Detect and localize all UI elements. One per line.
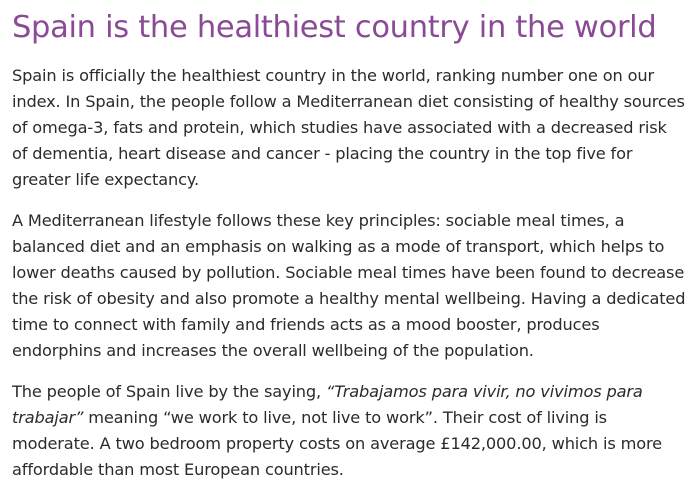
article [12,0,686,483]
paragraph-healthiest: Spain is officially the healthiest country in the world, ranking number one on our index. In Spain, the people follow a Mediterranean diet consisting of healthy sources of omega-3, fats and protein, which studies have associated with a decreased risk of dementia, heart disease and cancer - placing the country in the top five for greater life expectancy. [12,66,685,189]
article-title: Spain is the healthiest country in the world [12,10,657,45]
paragraph-saying [12,379,686,483]
saying-rest: meaning “we work to live, not live to work”. Their cost of living is moderate. A two bedroom property costs on average £142,000.00, which is more affordable than most European countries. [12,408,662,479]
paragraph-mediterranean-lifestyle: A Mediterranean lifestyle follows these key principles: sociable meal times, a balanced diet and an emphasis on walking as a mode of transport, which helps to lower deaths caused by pollution. Sociable meal times have been found to decrease the risk of obesity and also promote a healthy mental wellbeing. Having a dedicated time to connect with family and friends acts as a mood booster, produces endorphins and increases the overall wellbeing of the population. [12,211,686,360]
saying-quote: “Trabajamos para vivir, no vivimos para trabajar” [12,382,643,427]
saying-intro: The people of Spain live by the saying, [12,382,327,401]
